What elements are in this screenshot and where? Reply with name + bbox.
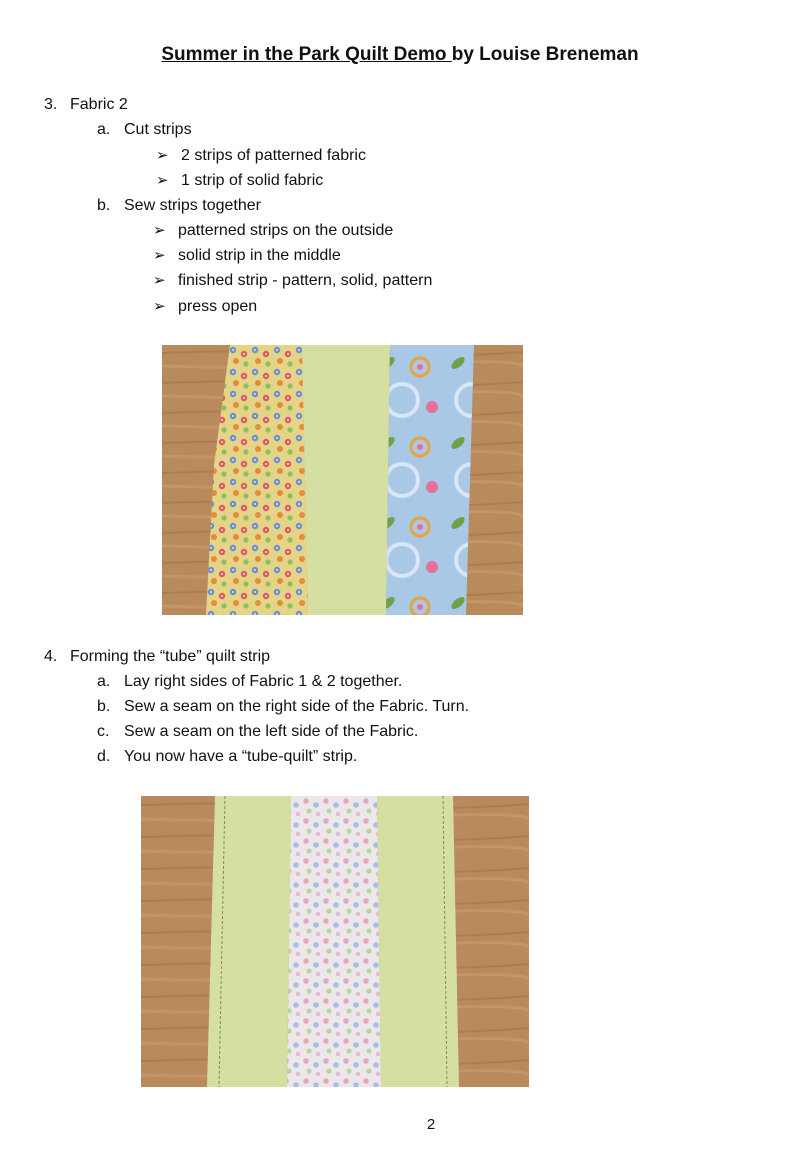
bullet-item: finished strip - pattern, solid, pattern: [178, 272, 433, 289]
bullet-item: 1 strip of solid fabric: [181, 172, 324, 189]
item-4d-marker: d.: [97, 748, 111, 765]
fabric-strips-photo: [162, 345, 523, 615]
item-4c-marker: c.: [97, 723, 110, 740]
item-3a-label: Cut strips: [124, 121, 192, 138]
section-4-number: 4.: [44, 648, 58, 665]
section-3-label: Fabric 2: [70, 96, 128, 113]
bullet-item: press open: [178, 298, 258, 315]
arrow-bullet-icon: ➢: [156, 147, 169, 164]
arrow-bullet-icon: ➢: [153, 222, 166, 239]
item-3b-label: Sew strips together: [124, 197, 261, 214]
item-4b-text: Sew a seam on the right side of the Fabric. Turn.: [124, 698, 470, 715]
bullet-item: solid strip in the middle: [178, 247, 341, 264]
bullet-item: 2 strips of patterned fabric: [181, 147, 366, 164]
item-4b-marker: b.: [97, 698, 111, 715]
arrow-bullet-icon: ➢: [153, 298, 166, 315]
arrow-bullet-icon: ➢: [153, 272, 166, 289]
bullet-item: patterned strips on the outside: [178, 222, 394, 239]
section-3-number: 3.: [44, 96, 58, 113]
item-4a-marker: a.: [97, 673, 111, 690]
page-number: 2: [426, 1116, 436, 1133]
section-4-label: Forming the “tube” quilt strip: [70, 648, 271, 665]
item-4d-text: You now have a “tube-quilt” strip.: [124, 748, 358, 765]
item-3a-marker: a.: [97, 121, 111, 138]
item-4a-text: Lay right sides of Fabric 1 & 2 together.: [124, 673, 403, 690]
page-title: Summer in the Park Quilt Demo by Louise Breneman: [161, 44, 639, 65]
item-3b-marker: b.: [97, 197, 111, 214]
item-4c-text: Sew a seam on the left side of the Fabric.: [124, 723, 419, 740]
arrow-bullet-icon: ➢: [156, 172, 169, 189]
tube-quilt-strip-photo: [141, 796, 529, 1087]
arrow-bullet-icon: ➢: [153, 247, 166, 264]
